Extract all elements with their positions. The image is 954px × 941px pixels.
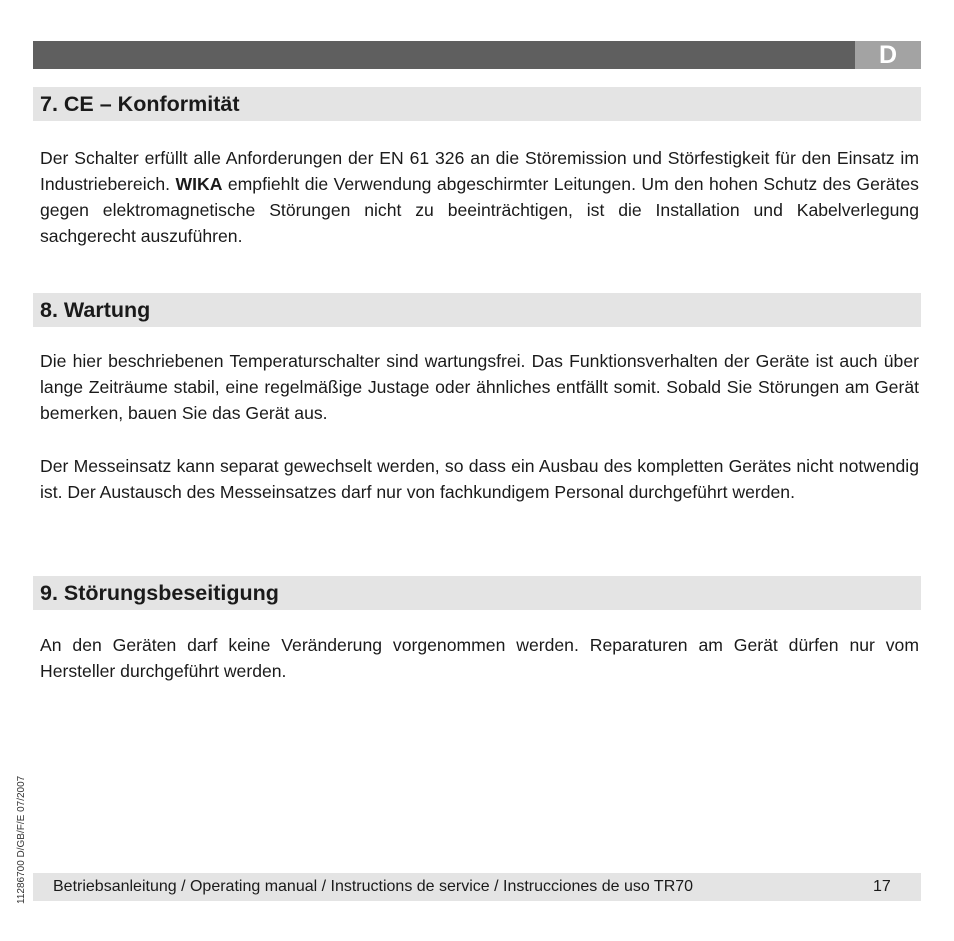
section-7-title: 7. CE – Konformität xyxy=(40,92,240,116)
section-7-paragraph-end: empfiehlt die Verwendung abgeschirmter Leitungen. Um den hohen Schutz des Gerätes gegen elektromagnetische Störungen nicht zu beeinträchtigen, ist die Installation und Kabelverlegung sachgerecht auszuführen. xyxy=(40,174,919,246)
language-badge: D xyxy=(855,41,921,69)
brand-name: WIKA xyxy=(175,174,223,194)
footer-title: Betriebsanleitung / Operating manual / Instructions de service / Instrucciones de uso TR70 xyxy=(53,878,694,895)
section-9-paragraph: An den Geräten darf keine Veränderung vorgenommen werden. Reparaturen am Gerät dürfen nur vom Hersteller durchgeführt werden. xyxy=(40,635,919,681)
section-7-paragraph-start: Der Schalter erfüllt alle Anforderungen der EN 61 326 an die Störemission und Störfestigkeit für den Einsatz im Industriebereich. xyxy=(40,148,919,194)
section-7-header xyxy=(33,87,921,121)
section-9-title: 9. Störungsbeseitigung xyxy=(40,581,279,605)
section-8-paragraph-1: Die hier beschriebenen Temperaturschalter sind wartungsfrei. Das Funktionsverhalten der Geräte ist auch über lange Zeiträume stabil, eine regelmäßige Justage oder ähnliches entfällt somit. Sobald Sie Störungen am Gerät bemerken, bauen Sie das Gerät aus. xyxy=(40,351,919,423)
section-7-paragraph xyxy=(40,145,919,249)
section-8-title: 8. Wartung xyxy=(40,298,151,322)
section-8-paragraph-2: Der Messeinsatz kann separat gewechselt werden, so dass ein Ausbau des kompletten Gerätes nicht notwendig ist. Der Austausch des Messeinsatzes darf nur von fachkundigem Personal durchgeführt werden. xyxy=(40,456,919,502)
section-9-header xyxy=(33,576,921,610)
page-number: 17 xyxy=(873,878,891,895)
header-bar xyxy=(33,41,855,69)
footer-bar xyxy=(33,873,921,901)
section-8-header xyxy=(33,293,921,327)
document-code: 11286700 D/GB/F/E 07/2007 xyxy=(16,775,27,904)
